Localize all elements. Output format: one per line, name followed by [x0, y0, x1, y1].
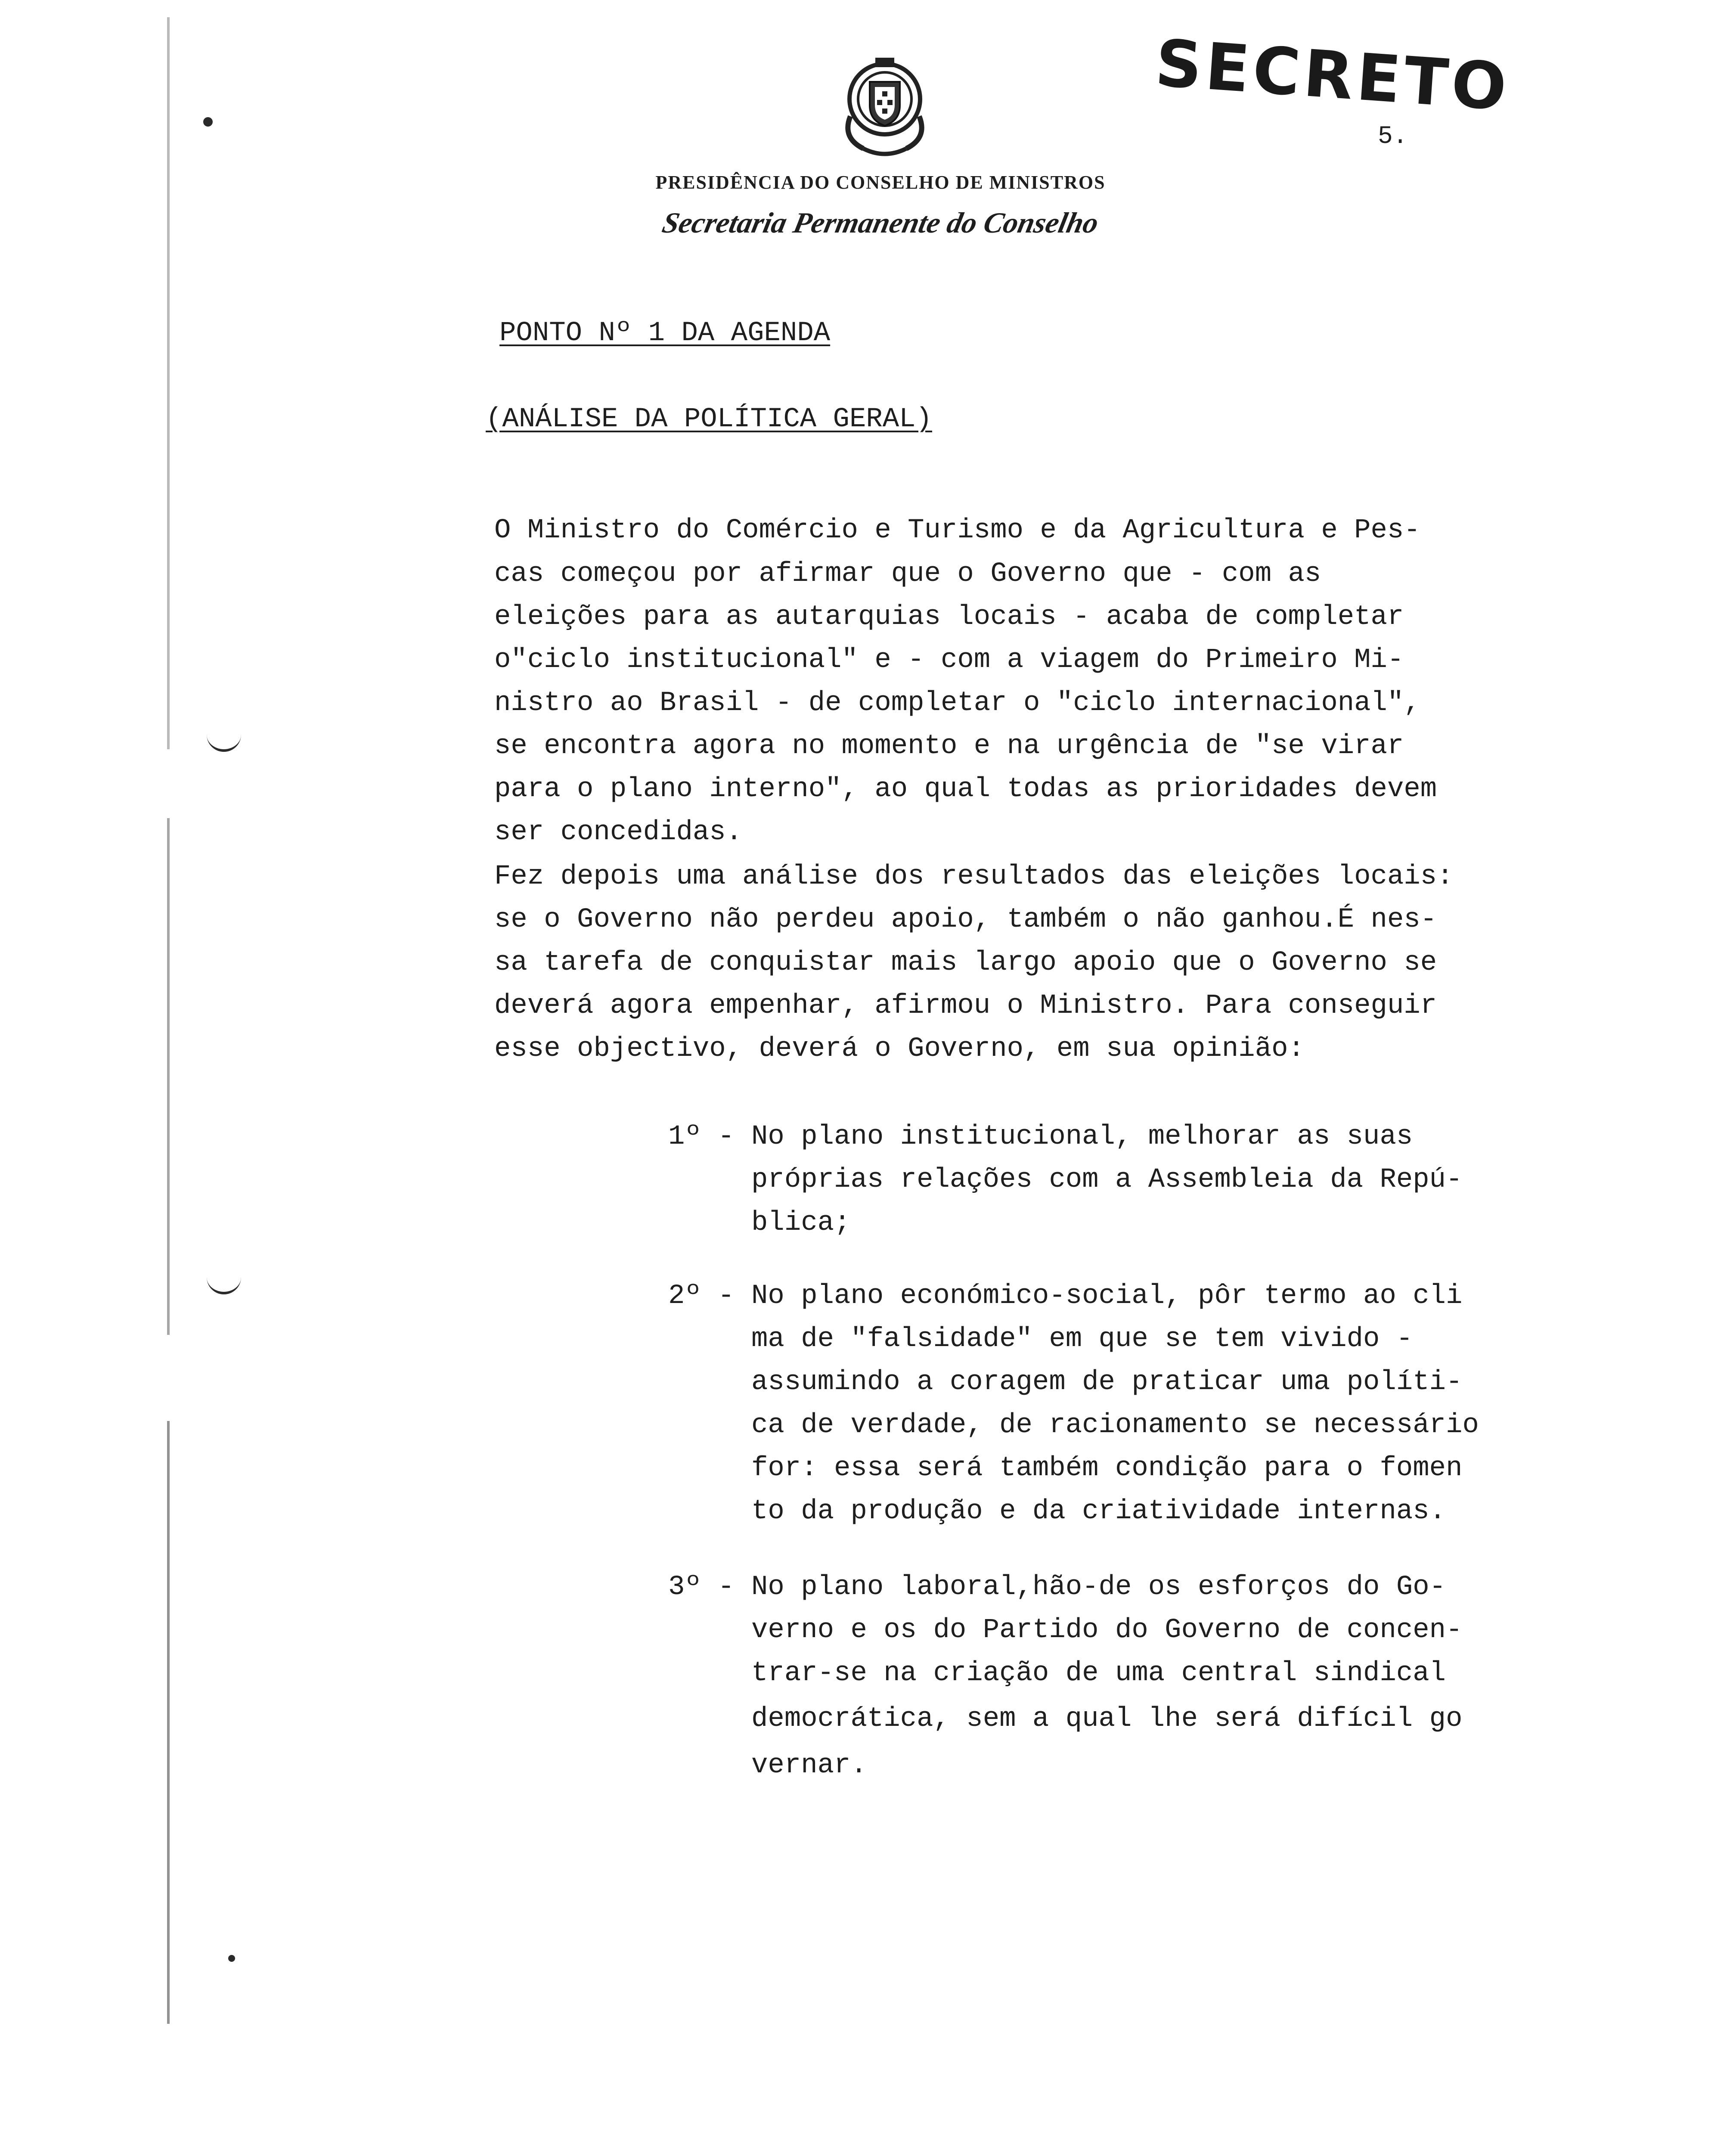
punch-hole-mark: [207, 732, 241, 752]
binding-mark: [167, 17, 170, 749]
office-heading: Secretaria Permanente do Conselho: [659, 206, 1102, 239]
page-number: 5.: [1378, 123, 1408, 151]
list-item-line: No plano laboral,hão-de os esforços do Go-: [751, 1572, 1446, 1603]
list-item-number: 1º -: [668, 1121, 735, 1152]
body-line: para o plano interno", ao qual todas as prioridades devem: [494, 774, 1437, 805]
body-line: O Ministro do Comércio e Turismo e da Agricultura e Pes-: [494, 515, 1420, 546]
coat-of-arms-icon: [833, 52, 936, 159]
body-line: esse objectivo, deverá o Governo, em sua opinião:: [494, 1033, 1305, 1064]
body-line: se o Governo não perdeu apoio, também o não ganhou.É nes-: [494, 904, 1437, 935]
list-item-line: ma de "falsidade" em que se tem vivido -: [751, 1324, 1413, 1355]
body-line: cas começou por afirmar que o Governo que - com as: [494, 558, 1321, 589]
body-line: nistro ao Brasil - de completar o "ciclo internacional",: [494, 688, 1420, 719]
list-item-line: democrática, sem a qual lhe será difícil go: [751, 1703, 1463, 1734]
institution-heading: PRESIDÊNCIA DO CONSELHO DE MINISTROS: [655, 172, 1106, 193]
list-item-line: to da produção e da criatividade internas.: [751, 1496, 1446, 1527]
list-item-line: No plano institucional, melhorar as suas: [751, 1121, 1413, 1152]
body-line: deverá agora empenhar, afirmou o Ministro. Para conseguir: [494, 990, 1437, 1021]
list-item-line: No plano económico-social, pôr termo ao cli: [751, 1281, 1463, 1312]
body-line: se encontra agora no momento e na urgência de "se virar: [494, 731, 1404, 762]
list-item-line: vernar.: [751, 1750, 867, 1781]
list-item-number: 2º -: [668, 1281, 735, 1312]
classification-stamp: SECRETO: [1153, 26, 1513, 126]
speck: [228, 1955, 235, 1962]
agenda-subject: (ANÁLISE DA POLÍTICA GERAL): [486, 404, 932, 435]
speck: [203, 117, 213, 127]
body-line: ser concedidas.: [494, 817, 743, 848]
list-item-line: for: essa será também condição para o fomen: [751, 1453, 1463, 1484]
body-line: Fez depois uma análise dos resultados das eleições locais:: [494, 861, 1454, 892]
binding-mark: [167, 818, 170, 1335]
punch-hole-mark: [207, 1275, 241, 1294]
list-item-line: próprias relações com a Assembleia da Repú-: [751, 1164, 1463, 1195]
list-item-line: assumindo a coragem de praticar uma políti-: [751, 1367, 1463, 1398]
list-item-line: verno e os do Partido do Governo de concen-: [751, 1615, 1463, 1646]
list-item-line: ca de verdade, de racionamento se necessário: [751, 1410, 1479, 1441]
body-line: sa tarefa de conquistar mais largo apoio que o Governo se: [494, 947, 1437, 978]
list-item-number: 3º -: [668, 1572, 735, 1603]
agenda-point-title: PONTO Nº 1 DA AGENDA: [499, 318, 831, 349]
body-line: o"ciclo institucional" e - com a viagem do Primeiro Mi-: [494, 645, 1404, 676]
list-item-line: blica;: [751, 1207, 851, 1238]
binding-mark: [167, 1421, 170, 2024]
body-line: eleições para as autarquias locais - acaba de completar: [494, 602, 1404, 633]
list-item-line: trar-se na criação de uma central sindical: [751, 1658, 1446, 1689]
